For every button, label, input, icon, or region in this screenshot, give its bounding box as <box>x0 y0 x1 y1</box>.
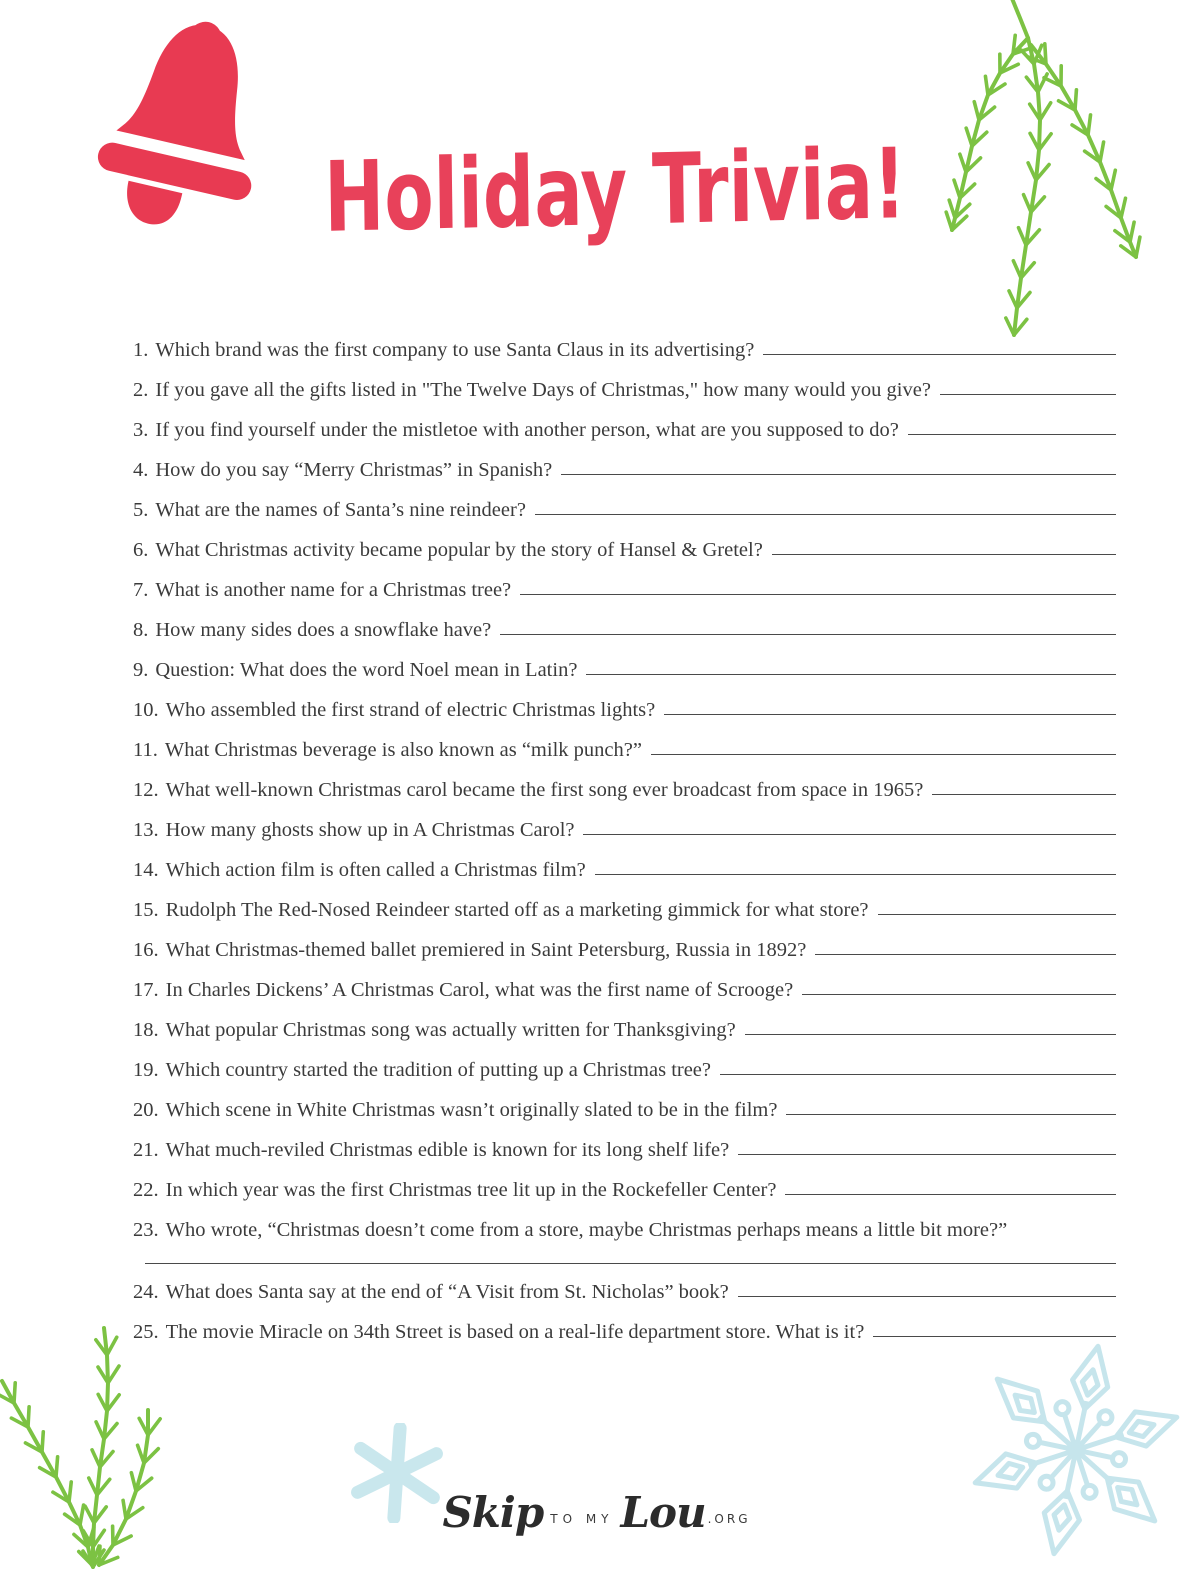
question-row-19 <box>133 1042 1116 1082</box>
question-text: What does Santa say at the end of “A Visit from St. Nicholas” book? <box>165 1281 729 1303</box>
logo-skip-to-my-lou <box>442 1488 757 1537</box>
question-text: Who assembled the first strand of electric Christmas lights? <box>165 699 656 721</box>
question-number: 5. <box>133 499 149 521</box>
logo-word-lou: Lou <box>620 1488 706 1537</box>
answer-blank <box>763 354 1116 355</box>
answer-blank <box>815 954 1116 955</box>
answer-blank <box>745 1034 1116 1035</box>
answer-blank <box>786 1114 1116 1115</box>
answer-blank <box>500 634 1116 635</box>
question-text: The movie Miracle on 34th Street is based on a real-life department store. What is it? <box>165 1321 865 1343</box>
question-text: Which brand was the first company to use Santa Claus in its advertising? <box>155 339 755 361</box>
pine-branch-bottom-icon <box>0 1325 200 1569</box>
question-row-7 <box>133 562 1116 602</box>
question-text: Which action film is often called a Christmas film? <box>165 859 586 881</box>
question-row-16 <box>133 922 1116 962</box>
question-number: 21. <box>133 1139 159 1161</box>
question-row-17 <box>133 962 1116 1002</box>
question-text: If you find yourself under the mistletoe with another person, what are you supposed to do? <box>155 419 899 441</box>
answer-blank <box>535 514 1116 515</box>
answer-blank <box>738 1154 1116 1155</box>
question-number: 11. <box>133 739 158 761</box>
question-row-15 <box>133 882 1116 922</box>
question-number: 3. <box>133 419 149 441</box>
question-text: How do you say “Merry Christmas” in Spanish? <box>155 459 553 481</box>
question-row-12 <box>133 762 1116 802</box>
answer-blank <box>583 834 1116 835</box>
question-row-8 <box>133 602 1116 642</box>
question-text: Question: What does the word Noel mean in Latin? <box>155 659 578 681</box>
question-text: How many sides does a snowflake have? <box>155 619 492 641</box>
question-number: 17. <box>133 979 159 1001</box>
question-row-6 <box>133 522 1116 562</box>
answer-blank <box>595 874 1116 875</box>
answer-blank <box>664 714 1116 715</box>
answer-blank <box>720 1074 1116 1075</box>
question-text: What much-reviled Christmas edible is known for its long shelf life? <box>165 1139 730 1161</box>
question-text: What is another name for a Christmas tree? <box>155 579 512 601</box>
question-number: 12. <box>133 779 159 801</box>
question-text: What popular Christmas song was actually written for Thanksgiving? <box>165 1019 736 1041</box>
question-number: 8. <box>133 619 149 641</box>
question-row-11 <box>133 722 1116 762</box>
question-number: 10. <box>133 699 159 721</box>
question-text: What well-known Christmas carol became the first song ever broadcast from space in 1965? <box>165 779 924 801</box>
question-number: 14. <box>133 859 159 881</box>
answer-blank <box>738 1296 1116 1297</box>
answer-blank <box>785 1194 1116 1195</box>
question-row-18 <box>133 1002 1116 1042</box>
question-text: Which scene in White Christmas wasn’t originally slated to be in the film? <box>165 1099 778 1121</box>
question-number: 16. <box>133 939 159 961</box>
ornate-snowflake-icon <box>952 1332 1200 1569</box>
question-row-22 <box>133 1162 1116 1202</box>
answer-blank <box>651 754 1116 755</box>
answer-blank <box>932 794 1116 795</box>
question-23-answer-line-row <box>133 1242 1116 1264</box>
question-number: 1. <box>133 339 149 361</box>
question-row-23 <box>133 1202 1116 1242</box>
question-text: In Charles Dickens’ A Christmas Carol, what was the first name of Scrooge? <box>165 979 794 1001</box>
pine-branch-top-icon <box>925 0 1165 345</box>
answer-blank <box>586 674 1116 675</box>
question-list <box>133 322 1116 1344</box>
question-row-4 <box>133 442 1116 482</box>
page-title: Holiday Trivia! <box>323 127 907 254</box>
question-row-20 <box>133 1082 1116 1122</box>
answer-blank <box>520 594 1116 595</box>
question-text: Which country started the tradition of putting up a Christmas tree? <box>165 1059 712 1081</box>
question-number: 25. <box>133 1321 159 1343</box>
question-text: If you gave all the gifts listed in "The Twelve Days of Christmas," how many would you give? <box>155 379 931 401</box>
question-text: Rudolph The Red-Nosed Reindeer started off as a marketing gimmick for what store? <box>165 899 869 921</box>
question-text: How many ghosts show up in A Christmas Carol? <box>165 819 575 841</box>
question-row-1 <box>133 322 1116 362</box>
question-text: What Christmas beverage is also known as “milk punch?” <box>164 739 642 761</box>
answer-blank <box>878 914 1116 915</box>
question-row-24 <box>133 1264 1116 1304</box>
question-number: 20. <box>133 1099 159 1121</box>
question-row-21 <box>133 1122 1116 1162</box>
question-row-5 <box>133 482 1116 522</box>
question-number: 7. <box>133 579 149 601</box>
question-row-9 <box>133 642 1116 682</box>
question-number: 6. <box>133 539 149 561</box>
logo-word-to-my: TO MY <box>550 1512 614 1526</box>
question-number: 23. <box>133 1219 159 1241</box>
answer-blank <box>561 474 1116 475</box>
question-number: 9. <box>133 659 149 681</box>
question-row-10 <box>133 682 1116 722</box>
question-text: What Christmas activity became popular by the story of Hansel & Gretel? <box>155 539 763 561</box>
question-row-13 <box>133 802 1116 842</box>
question-text: What Christmas-themed ballet premiered in Saint Petersburg, Russia in 1892? <box>165 939 807 961</box>
question-number: 19. <box>133 1059 159 1081</box>
asterisk-snowflake-icon <box>347 1423 447 1523</box>
question-text: What are the names of Santa’s nine reindeer? <box>155 499 526 521</box>
question-number: 24. <box>133 1281 159 1303</box>
header <box>0 0 1200 320</box>
logo-word-org: .ORG <box>707 1512 751 1526</box>
question-row-14 <box>133 842 1116 882</box>
question-number: 22. <box>133 1179 159 1201</box>
question-text: In which year was the first Christmas tree lit up in the Rockefeller Center? <box>165 1179 777 1201</box>
answer-blank <box>772 554 1116 555</box>
answer-blank <box>145 1263 1116 1264</box>
question-number: 4. <box>133 459 149 481</box>
question-number: 13. <box>133 819 159 841</box>
question-row-2 <box>133 362 1116 402</box>
answer-blank <box>908 434 1116 435</box>
logo-word-skip: Skip <box>442 1488 544 1537</box>
question-row-3 <box>133 402 1116 442</box>
question-number: 2. <box>133 379 149 401</box>
question-number: 15. <box>133 899 159 921</box>
question-number: 18. <box>133 1019 159 1041</box>
answer-blank <box>940 394 1116 395</box>
answer-blank <box>802 994 1116 995</box>
question-text: Who wrote, “Christmas doesn’t come from a store, maybe Christmas perhaps means a little bit more?” <box>165 1219 1008 1241</box>
